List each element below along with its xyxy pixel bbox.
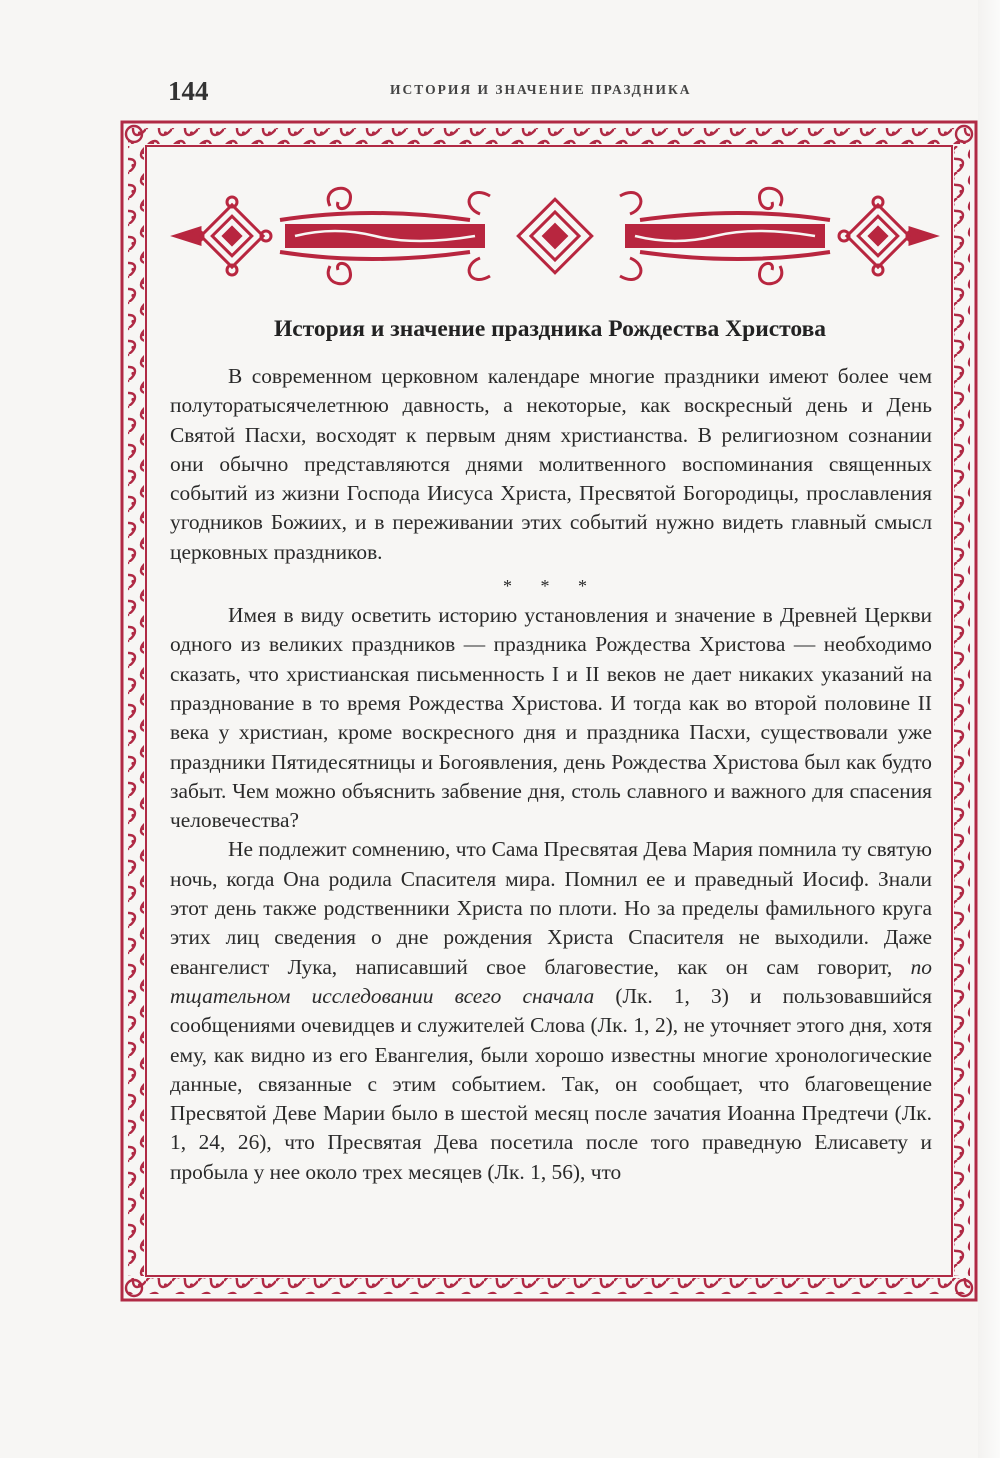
separator-asterisks: * * * [503, 576, 599, 597]
italic-quote: по тщательном исследовании всего сначала [170, 954, 932, 1008]
article-body [170, 362, 932, 1187]
paragraph-text: Не подлежит сомнению, что Сама Пресвятая Дева Мария помнила ту святую ночь, когда Она родила Спасителя мира. Помнил ее и праведный Иосиф. Знали этот день также родственники Христа по плоти. Но за пределы фамильного круга этих лиц сведения о дне рождения Христа Спасителя не выходили. Даже евангелист Лука, написавший свое благовестие, как он сам говорит, [170, 837, 932, 979]
body-paragraph [170, 835, 932, 1187]
page-number: 144 [168, 76, 209, 106]
running-head: ИСТОРИЯ И ЗНАЧЕНИЕ ПРАЗДНИКА [390, 82, 692, 97]
article-title: История и значение праздника Рождества Христова [273, 316, 827, 342]
paragraph-text: (Лк. 1, 3) и пользовавшийся сообщениями очевидцев и служителей Слова (Лк. 1, 2), не уточняет этого дня, хотя ему, как видно из его Евангелия, были хорошо известны многие хронологические данные, связанные с этим событием. Так, он сообщает, что благовещение Пресвятой Деве Марии было в шестой месяц после зачатия Иоанна Предтечи (Лк. 1, 24, 26), что Пресвятая Дева посетила после того праведную Елисавету и пробыла у нее около трех месяцев (Лк. 1, 56), что [170, 983, 933, 1184]
page-edge-shadow [978, 0, 1000, 1458]
intro-paragraph: В современном церковном календаре многие праздники имеют более чем полуторатысячелетнюю давность, а некоторые, как воскресный день и День Святой Пасхи, восходят к первым дням христианства. В религиозном сознании они обычно представляются днями молитвенного воспоминания священных событий из жизни Господа Иисуса Христа, Пресвятой Богородицы, прославления угодников Божиих, и в переживании этих событий нужно видеть главный смысл церковных праздников. [170, 364, 932, 564]
body-paragraph: Имея в виду осветить историю установления и значение в Древней Церкви одного из великих праздников — праздника Рождества Христова — необходимо сказать, что христианская письменность I и II веков не дает никаких указаний на празднование в то время Рождества Христова. И тогда как во второй половине II века у христиан, кроме воскресного дня и праздника Пасхи, существовали уже праздники Пятидесятницы и Богоявления, день Рождества Христова был как будто забыт. Чем можно объяснить забвение дня, столь славного и важного для спасения человечества? [170, 603, 932, 833]
section-separator [170, 567, 932, 601]
ornamental-headpiece [170, 176, 940, 296]
